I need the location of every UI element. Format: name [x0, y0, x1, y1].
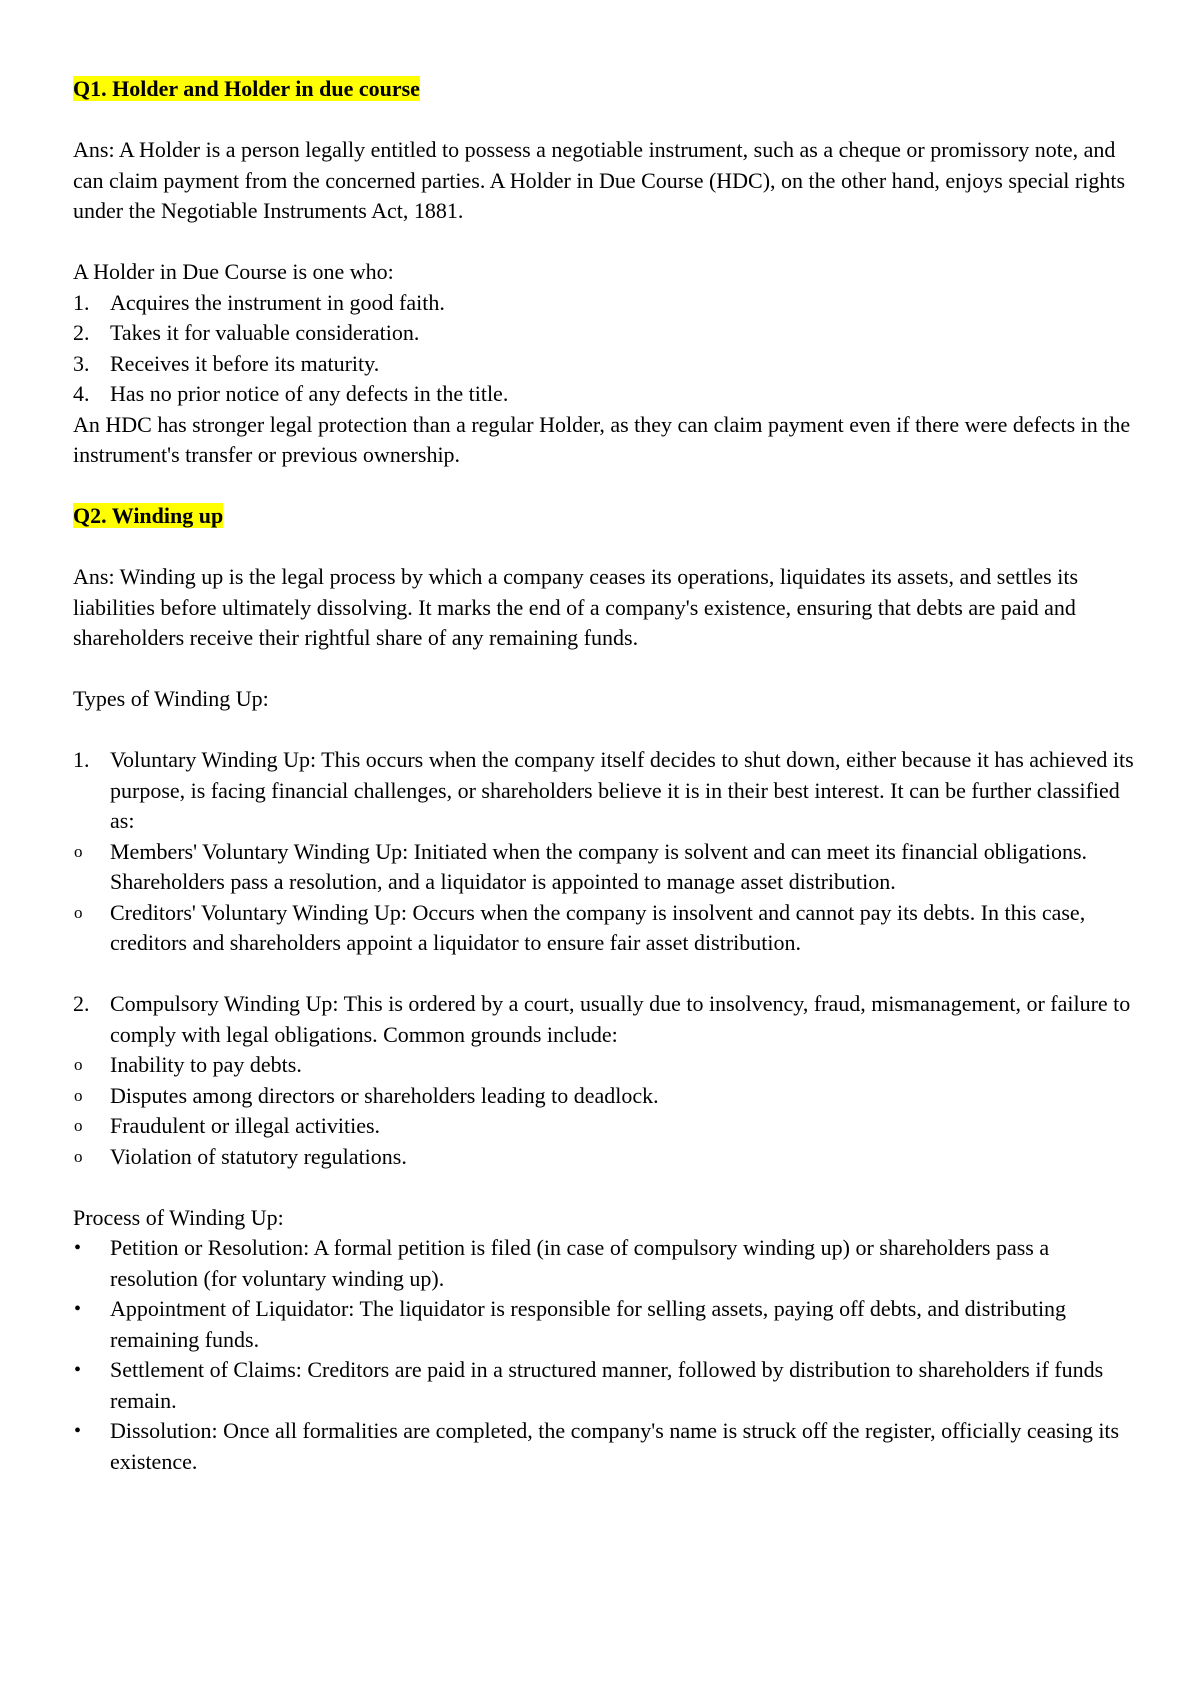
- list-number: 3.: [73, 350, 90, 376]
- list-item-compulsory: [73, 989, 1140, 1050]
- sub-list-item-text: Creditors' Voluntary Winding Up: Occurs when the company is insolvent and cannot pay its debts. In this case, creditors and shareholders appoint a liquidator to ensure fair asset distribution.: [110, 899, 1086, 955]
- list-item-text: Takes it for valuable consideration.: [110, 320, 420, 345]
- bullet-item-text: Appointment of Liquidator: The liquidator is responsible for selling assets, paying off debts, and distributing remaining funds.: [110, 1296, 1067, 1352]
- list-item-text: Compulsory Winding Up: This is ordered by a court, usually due to insolvency, fraud, mismanagement, or failure to comply with legal obligations. Common grounds include:: [110, 991, 1131, 1047]
- sub-list-item-text: Fraudulent or illegal activities.: [110, 1113, 381, 1138]
- q2-heading-text: Q2. Winding up: [73, 503, 224, 528]
- list-item: [73, 288, 1140, 319]
- list-item-voluntary: [73, 745, 1140, 837]
- sub-bullet-icon: o: [74, 1116, 83, 1135]
- bullet-icon: •: [74, 1420, 82, 1442]
- sub-list-item-text: Members' Voluntary Winding Up: Initiated when the company is solvent and can meet its financial obligations. Shareholders pass a resolution, and a liquidator is appointed to manage asset distribution.: [110, 838, 1088, 894]
- list-number: 2.: [73, 991, 90, 1016]
- list-item: [73, 349, 1140, 380]
- q1-answer: Ans: A Holder is a person legally entitled to possess a negotiable instrument, such as a cheque or promissory note, and can claim payment from the concerned parties. A Holder in Due Course (HDC), on the other hand, enjoys special rights under the Negotiable Instruments Act, 1881.: [73, 137, 1126, 223]
- q1-intro: A Holder in Due Course is one who:: [73, 259, 394, 284]
- sub-list-item-text: Violation of statutory regulations.: [110, 1143, 407, 1169]
- bullet-item: [73, 1416, 1140, 1477]
- q2-answer: Ans: Winding up is the legal process by which a company ceases its operations, liquidates its assets, and settles its liabilities before ultimately dissolving. It marks the end of a company's existence, ensuring that debts are paid and shareholders receive their rightful share of any remaining funds.: [73, 564, 1079, 650]
- sub-bullet-icon: o: [74, 1055, 83, 1074]
- sub-list-item: [73, 898, 1140, 959]
- types-title: Types of Winding Up:: [73, 686, 269, 711]
- list-item-text: Acquires the instrument in good faith.: [110, 289, 445, 315]
- q1-heading: [73, 74, 1140, 105]
- sub-list-item: [73, 1081, 1140, 1112]
- list-item: [73, 379, 1140, 410]
- sub-list-item: [73, 1111, 1140, 1142]
- sub-bullet-icon: o: [74, 841, 83, 861]
- sub-list-item: [73, 1142, 1140, 1173]
- bullet-item-text: Dissolution: Once all formalities are completed, the company's name is struck off the register, officially ceasing its existence.: [110, 1418, 1120, 1474]
- list-item-text: Voluntary Winding Up: This occurs when the company itself decides to shut down, either because it has achieved its purpose, is facing financial challenges, or shareholders believe it is in their best interest. It can be further classified as:: [110, 747, 1134, 833]
- q1-closing: An HDC has stronger legal protection than a regular Holder, as they can claim payment even if there were defects in the instrument's transfer or previous ownership.: [73, 411, 1131, 467]
- sub-list-item: [73, 837, 1140, 898]
- list-number: 1.: [73, 747, 90, 772]
- bullet-item: [73, 1355, 1140, 1416]
- sub-list-item-text: Disputes among directors or shareholders leading to deadlock.: [110, 1082, 659, 1108]
- bullet-item-text: Settlement of Claims: Creditors are paid in a structured manner, followed by distribution to shareholders if funds remain.: [110, 1357, 1104, 1413]
- sub-bullet-icon: o: [74, 902, 83, 922]
- bullet-icon: •: [74, 1298, 82, 1320]
- list-number: 1.: [73, 289, 90, 315]
- list-item: [73, 318, 1140, 349]
- list-item-text: Has no prior notice of any defects in the title.: [110, 381, 509, 406]
- sub-bullet-icon: o: [74, 1146, 83, 1166]
- bullet-item: [73, 1233, 1140, 1294]
- bullet-item: [73, 1294, 1140, 1355]
- sub-list-item-text: Inability to pay debts.: [110, 1052, 302, 1077]
- sub-bullet-icon: o: [74, 1085, 83, 1105]
- q1-list: [73, 288, 1140, 410]
- process-title: Process of Winding Up:: [73, 1204, 284, 1230]
- bullet-icon: •: [74, 1237, 82, 1259]
- q2-heading: [73, 501, 1140, 532]
- list-number: 2.: [73, 320, 90, 345]
- bullet-icon: •: [74, 1359, 82, 1381]
- bullet-item-text: Petition or Resolution: A formal petition is filed (in case of compulsory winding up) or shareholders pass a resolution (for voluntary winding up).: [110, 1235, 1050, 1291]
- list-item-text: Receives it before its maturity.: [110, 350, 380, 376]
- sub-list-item: [73, 1050, 1140, 1081]
- list-number: 4.: [73, 381, 90, 406]
- q1-heading-text: Q1. Holder and Holder in due course: [73, 76, 420, 101]
